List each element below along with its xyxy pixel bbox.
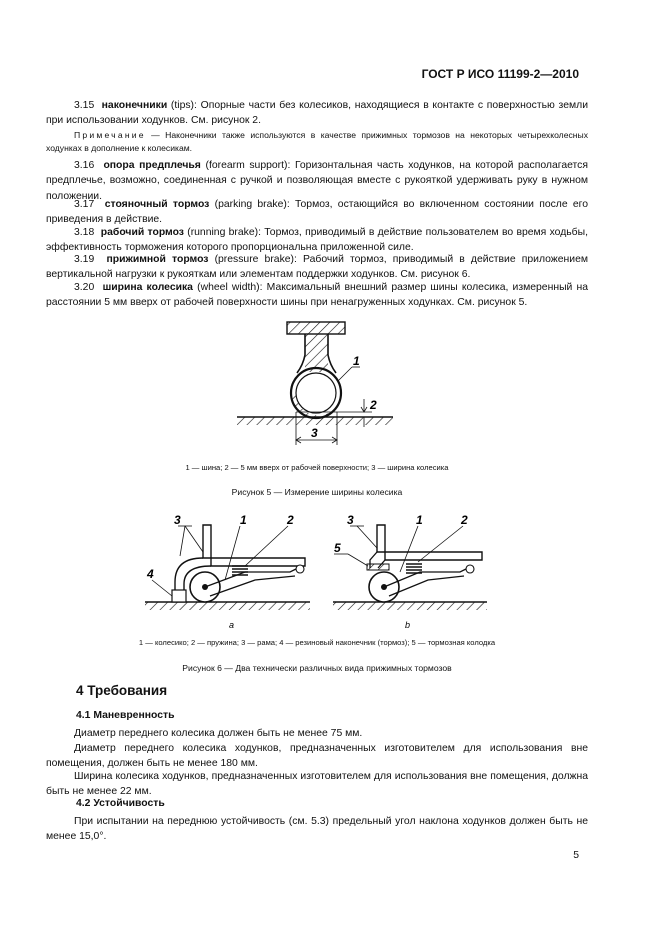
section-4-1-title: 4.1 Маневренность <box>76 710 175 721</box>
term-3-17: 3.17 стояночный тормоз (parking brake): Тормоз, остающийся во включенном состоянии после его приведения в действие. <box>46 199 589 226</box>
section-4-title: 4 Требования <box>76 683 168 698</box>
fig5-label-2: 2 <box>370 398 377 412</box>
note-tips: Примечание — Наконечники также используются в качестве прижимных тормозов на некоторых четырехколесных ходунках в дополнение к колесикам. <box>46 130 588 153</box>
section-4-1-p2: Диаметр переднего колесика ходунков, предназначенных изготовителем для использования вне помещения, должен быть не менее 180 мм. <box>46 743 588 770</box>
figure-6b <box>333 513 487 630</box>
fig6a-label-1: 1 <box>240 513 247 527</box>
fig5-label-1: 1 <box>353 354 360 368</box>
fig6b-label-3: 3 <box>347 513 354 527</box>
fig6b-label-5: 5 <box>334 541 341 555</box>
page-number: 5 <box>573 850 579 861</box>
section-4-1-p3: Ширина колесика ходунков, предназначенных изготовителем для использования вне помещения, должна быть не менее 22 мм. <box>46 771 588 798</box>
fig6b-label-1: 1 <box>416 513 423 527</box>
term-3-16: 3.16 опора предплечья (forearm support): Горизонтальная часть ходунков, на которой располагается предплечье, возможно, соединенная с ручкой и позволяющая вместе с рукояткой удерживать руку в нужном положении. <box>46 160 588 202</box>
section-4-1-p1: Диаметр переднего колесика должен быть не менее 75 мм. <box>74 728 363 739</box>
fig6a-label-3: 3 <box>174 513 181 527</box>
term-3-18: 3.18 рабочий тормоз (running brake): Тормоз, приводимый в действие пользователем во время ходьбы, эффективность торможения которого пропорциональна приложенной силе. <box>46 227 588 254</box>
figure-6-brake-diagram <box>0 512 661 632</box>
figure-5-wheel-diagram <box>0 315 661 445</box>
fig6a-label-4: 4 <box>147 567 154 581</box>
section-4-2-p1: При испытании на переднюю устойчивость (см. 5.3) предельный угол наклона ходунков должен быть не менее 15,0°. <box>46 816 588 843</box>
fig5-label-3: 3 <box>311 426 318 440</box>
figure-5-caption: Рисунок 5 — Измерение ширины колесика <box>231 487 403 497</box>
fig6b-label-2: 2 <box>461 513 468 527</box>
figure-6-legend: 1 — колесико; 2 — пружина; 3 — рама; 4 — резиновый наконечник (тормоз); 5 — тормозная колодка <box>138 638 496 647</box>
figure-5-legend: 1 — шина; 2 — 5 мм вверх от рабочей поверхности; 3 — ширина колесика <box>185 463 449 472</box>
document-header: ГОСТ Р ИСО 11199-2—2010 <box>421 67 579 81</box>
fig6a-label-2: 2 <box>287 513 294 527</box>
section-4-2-title: 4.2 Устойчивость <box>76 798 165 809</box>
fig6a-sublabel: a <box>229 620 235 630</box>
figure-6a <box>145 513 310 630</box>
fig6b-sublabel: b <box>405 620 411 630</box>
term-3-15: 3.15 наконечники (tips): Опорные части без колесиков, находящиеся в контакте с поверхностью земли при использовании ходунков. См. рисунок 2. <box>46 100 588 127</box>
term-3-19: 3.19 прижимной тормоз (pressure brake): Рабочий тормоз, приводимый в действие приложением вертикальной нагрузки к рукояткам или элементам поддержки ходунков. См. рисунок 6. <box>46 254 588 281</box>
figure-6-caption: Рисунок 6 — Два технически различных вида прижимных тормозов <box>182 663 452 673</box>
term-3-20: 3.20 ширина колесика (wheel width): Максимальный внешний размер шины колесика, измеренный на расстоянии 5 мм вверх от рабочей поверхности шины при ненагруженных ходунках. См. рисунок 5. <box>46 282 589 309</box>
